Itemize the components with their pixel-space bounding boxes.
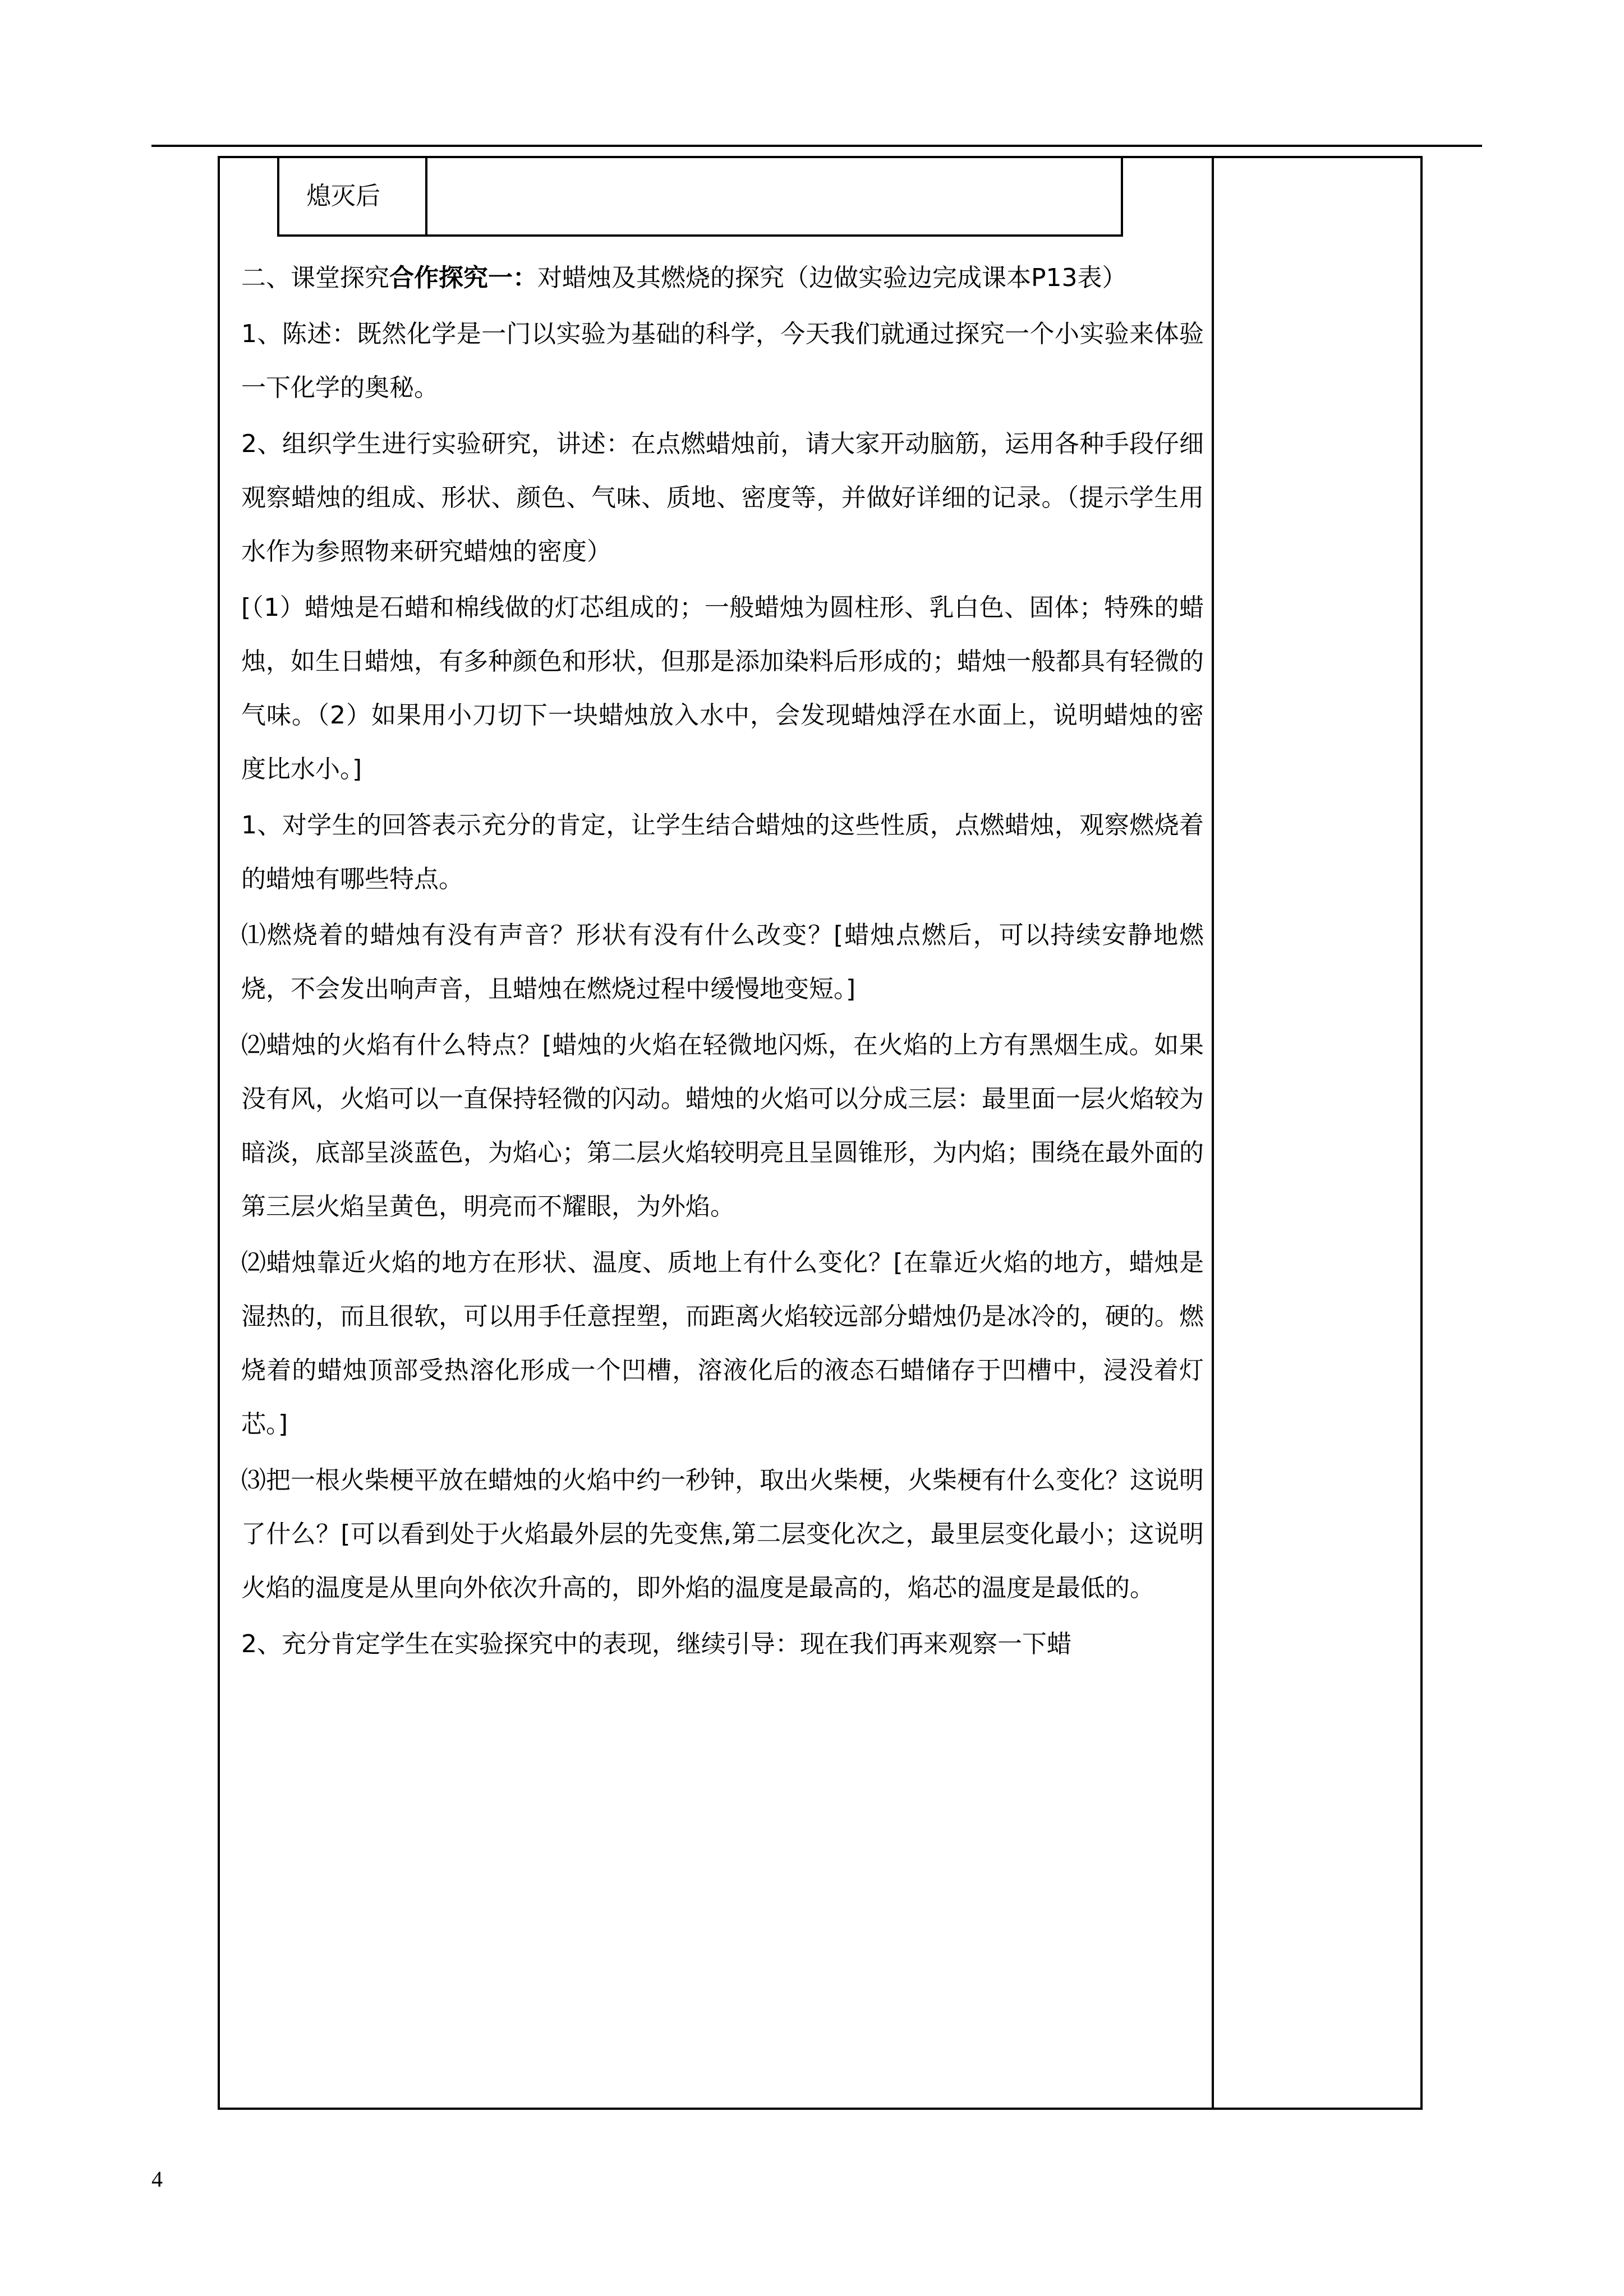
paragraph-5: ⑴燃烧着的蜡烛有没有声音？形状有没有什么改变？[蜡烛点燃后，可以持续安静地燃烧，不会发出响声音，且蜡烛在燃烧过程中缓慢地变短。] bbox=[241, 921, 1204, 1003]
section-heading-bold: 合作探究一： bbox=[389, 264, 537, 292]
paragraph-6: ⑵蜡烛的火焰有什么特点？[蜡烛的火焰在轻微地闪烁，在火焰的上方有黑烟生成。如果没有风，火焰可以一直保持轻微的闪动。蜡烛的火焰可以分成三层：最里面一层火焰较为暗淡，底部呈淡蓝色，为焰心；第二层火焰较明亮且呈圆锥形，为内焰；围绕在最外面的第三层火焰呈黄色，明亮而不耀眼，为外焰。 bbox=[241, 1031, 1204, 1221]
observation-table bbox=[277, 158, 1123, 237]
section-heading bbox=[241, 251, 1204, 305]
paragraph-4: 1、对学生的回答表示充分的肯定，让学生结合蜡烛的这些性质，点燃蜡烛，观察燃烧着的蜡烛有哪些特点。 bbox=[241, 811, 1204, 893]
right-column-divider bbox=[1212, 158, 1214, 2108]
paragraph-1: 1、陈述：既然化学是一门以实验为基础的科学，今天我们就通过探究一个小实验来体验一下化学的奥秘。 bbox=[241, 320, 1204, 402]
header-rule bbox=[151, 145, 1482, 147]
section-heading-rest: 对蜡烛及其燃烧的探究（边做实验边完成课本P13表） bbox=[537, 264, 1127, 292]
paragraph-8: ⑶把一根火柴梗平放在蜡烛的火焰中约一秒钟，取出火柴梗，火柴梗有什么变化？这说明了什么？[可以看到处于火焰最外层的先变焦,第二层变化次之，最里层变化最小；这说明火焰的温度是从里向外依次升高的，即外焰的温度是最高的，焰芯的温度是最低的。 bbox=[241, 1466, 1204, 1602]
paragraph-2: 2、组织学生进行实验研究，讲述：在点燃蜡烛前，请大家开动脑筋，运用各种手段仔细观察蜡烛的组成、形状、颜色、气味、质地、密度等，并做好详细的记录。（提示学生用水作为参照物来研究蜡烛的密度） bbox=[241, 430, 1204, 566]
lesson-content bbox=[241, 251, 1204, 1673]
section-heading-prefix: 二、课堂探究 bbox=[241, 264, 389, 292]
paragraph-7: ⑵蜡烛靠近火焰的地方在形状、温度、质地上有什么变化？[在靠近火焰的地方，蜡烛是湿热的，而且很软，可以用手任意捏塑，而距离火焰较远部分蜡烛仍是冰冷的，硬的。燃烧着的蜡烛顶部受热溶化形成一个凹槽，溶液化后的液态石蜡储存于凹槽中，浸没着灯芯。] bbox=[241, 1248, 1204, 1439]
page-number: 4 bbox=[151, 2166, 163, 2192]
paragraph-3: [（1）蜡烛是石蜡和棉线做的灯芯组成的；一般蜡烛为圆柱形、乳白色、固体；特殊的蜡烛，如生日蜡烛，有多种颜色和形状，但那是添加染料后形成的；蜡烛一般都具有轻微的气味。（2）如果用小刀切下一块蜡烛放入水中，会发现蜡烛浮在水面上，说明蜡烛的密度比水小。] bbox=[241, 593, 1204, 783]
lesson-table bbox=[218, 156, 1423, 2110]
paragraph-9: 2、充分肯定学生在实验探究中的表现，继续引导：现在我们再来观察一下蜡 bbox=[241, 1630, 1071, 1658]
row-label-extinguished: 熄灭后 bbox=[279, 158, 427, 234]
